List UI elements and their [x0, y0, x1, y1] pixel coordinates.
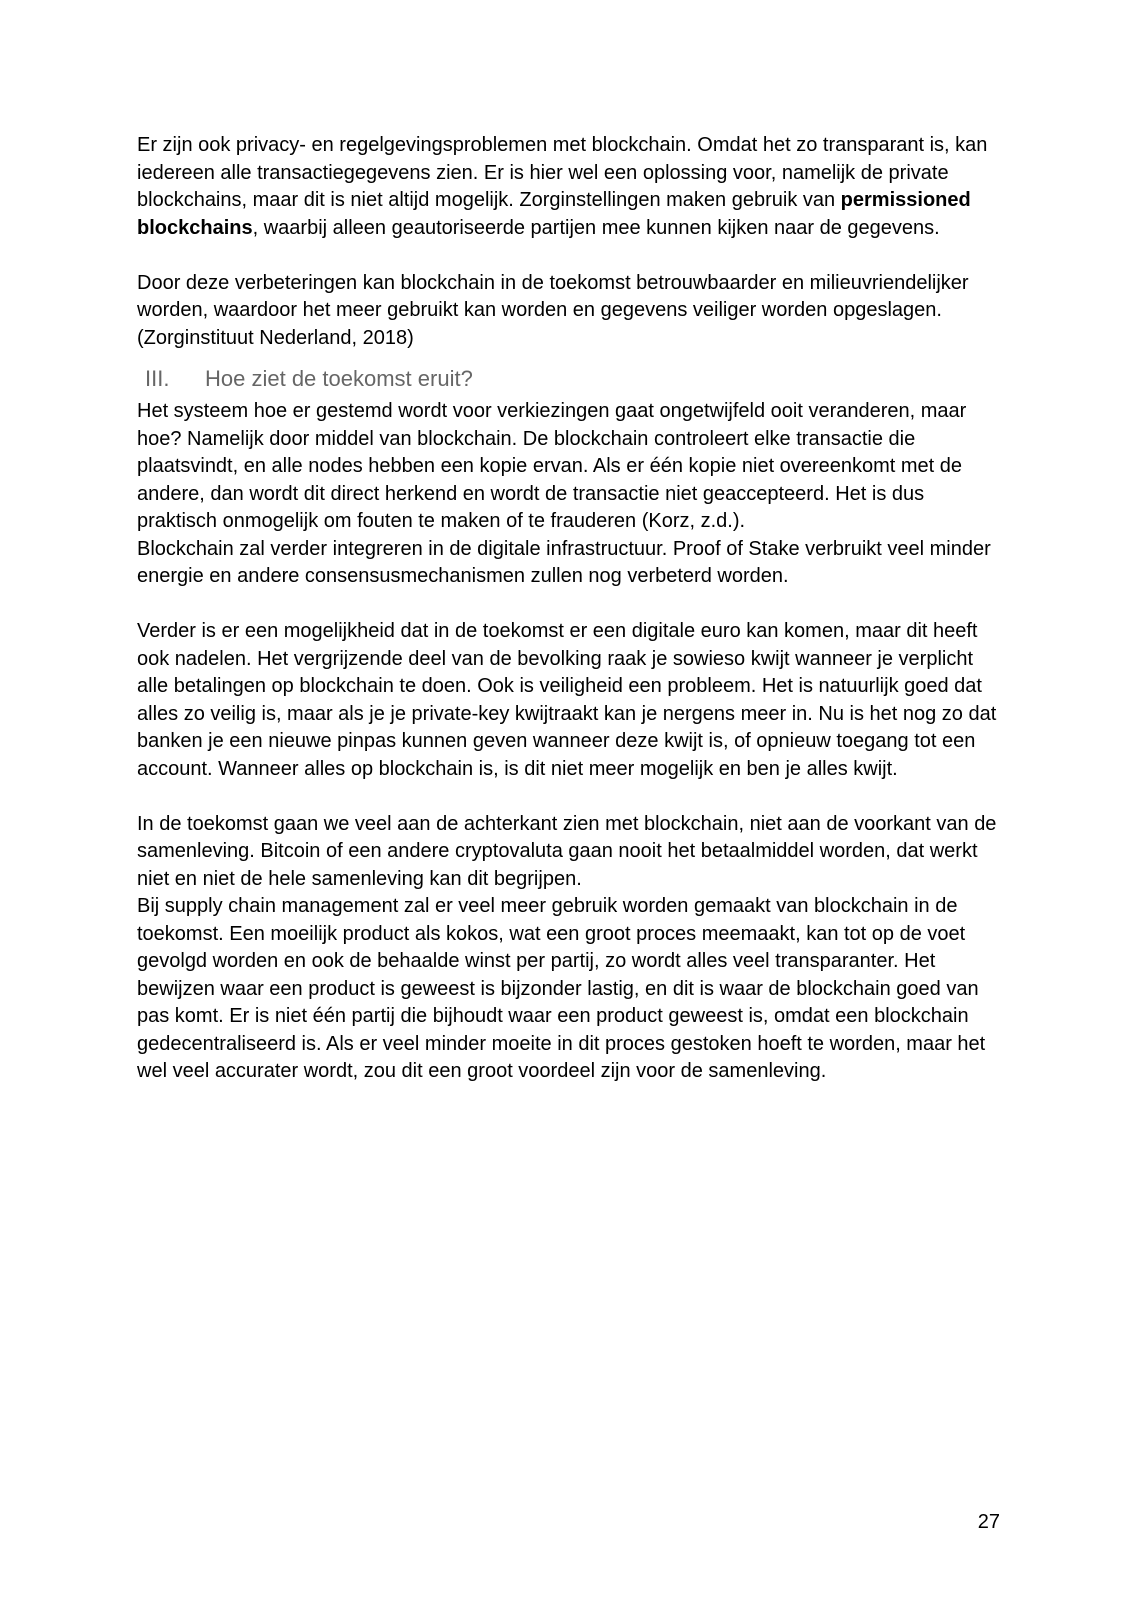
section-heading-number: III.: [145, 366, 170, 391]
section-heading: [137, 364, 1007, 394]
paragraph-spacer: [137, 783, 1007, 811]
paragraph-spacer: [137, 591, 1007, 619]
paragraph-improvements: Door deze verbeteringen kan blockchain in de toekomst betrouwbaarder en milieuvriendelijker worden, waardoor het meer gebruikt kan worden en gegevens veiliger worden opgeslagen.: [137, 271, 969, 321]
paragraph-infrastructure: Blockchain zal verder integreren in de digitale infrastructuur. Proof of Stake verbruikt veel minder energie en andere consensusmechanismen zullen nog verbeterd worden.: [137, 537, 991, 587]
paragraph-privacy-text-end: , waarbij alleen geautoriseerde partijen mee kunnen kijken naar de gegevens.: [252, 216, 940, 239]
paragraph-privacy-text-start: Er zijn ook privacy- en regelgevingsproblemen met blockchain. Omdat het zo transparant is, kan iedereen alle transactiegegevens zien. Er is hier wel een oplossing voor, namelijk de private blockchains, maar dit is niet altijd mogelijk. Zorginstellingen maken gebruik van: [137, 134, 988, 211]
citation: (Zorginstituut Nederland, 2018): [137, 326, 414, 349]
paragraph-privacy: [137, 132, 1007, 242]
page-content: [137, 132, 1007, 1086]
paragraph-voting: Het systeem hoe er gestemd wordt voor verkiezingen gaat ongetwijfeld ooit veranderen, maar hoe? Namelijk door middel van blockchain. De blockchain controleert elke transactie die plaatsvindt, en alle nodes hebben een kopie ervan. Als er één kopie niet overeenkomt met de andere, dan wordt dit direct herkend en wordt de transactie niet geaccepteerd. Het is dus praktisch onmogelijk om fouten te maken of te frauderen (Korz, z.d.).: [137, 400, 967, 532]
paragraph-backend-society: In de toekomst gaan we veel aan de achterkant zien met blockchain, niet aan de voorkant van de samenleving. Bitcoin of een andere cryptovaluta gaan nooit het betaalmiddel worden, dat werkt niet en niet de hele samenleving kan dit begrijpen.: [137, 812, 997, 890]
section-heading-title: Hoe ziet de toekomst eruit?: [205, 366, 473, 391]
paragraph-spacer: [137, 242, 1007, 270]
bold-term-permissioned-blockchains: permissioned blockchains: [137, 189, 971, 239]
page-number: 27: [977, 1511, 1000, 1533]
paragraph-digital-euro: Verder is er een mogelijkheid dat in de toekomst er een digitale euro kan komen, maar dit heeft ook nadelen. Het vergrijzende deel van de bevolking raak je sowieso kwijt wanneer je verplicht alle betalingen op blockchain te doen. Ook is veiligheid een probleem. Het is natuurlijk goed dat alles zo veilig is, maar als je je private-key kwijtraakt kan je nergens meer in. Nu is het nog zo dat banken je een nieuwe pinpas kunnen geven wanneer deze kwijt is, of opnieuw toegang tot een account. Wanneer alles op blockchain is, is dit niet meer mogelijk en ben je alles kwijt.: [137, 620, 997, 780]
paragraph-supply-chain: Bij supply chain management zal er veel meer gebruik worden gemaakt van blockchain in de toekomst. Een moeilijk product als kokos, wat een groot proces meemaakt, kan tot op de voet gevolgd worden en ook de behaalde winst per partij, zo wordt alles veel transparanter. Het bewijzen waar een product is geweest is bijzonder lastig, en dit is waar de blockchain goed van pas komt. Er is niet één partij die bijhoudt waar een product geweest is, omdat een blockchain gedecentraliseerd is. Als er veel minder moeite in dit proces gestoken hoeft te worden, maar het wel veel accurater wordt, zou dit een groot voordeel zijn voor de samenleving.: [137, 895, 986, 1082]
